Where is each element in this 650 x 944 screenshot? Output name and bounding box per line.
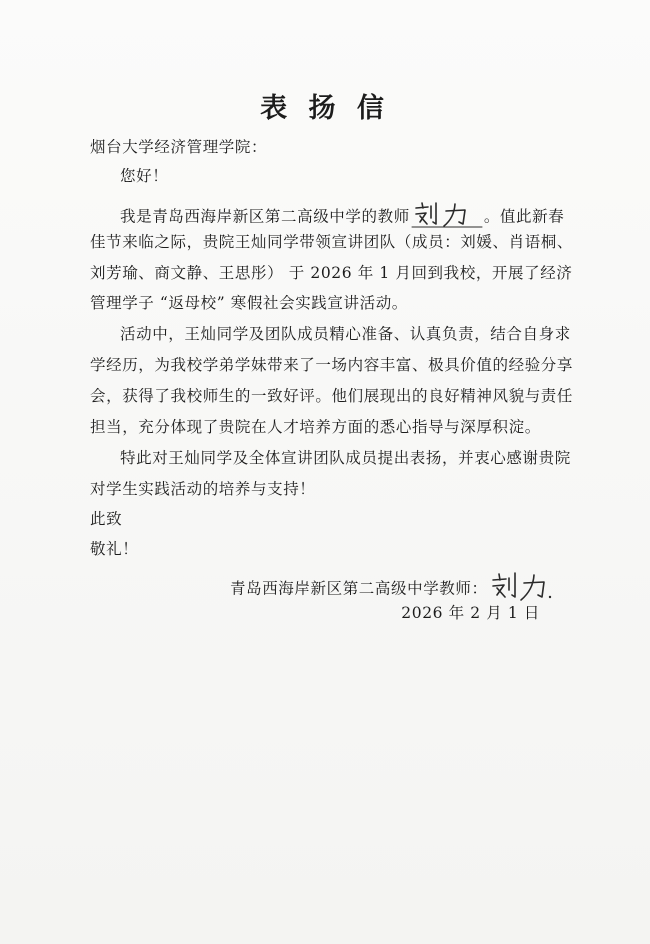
signature-label: 青岛西海岸新区第二高级中学教师：	[230, 579, 488, 598]
para1-line1-suffix: 。值此新春	[483, 207, 565, 226]
greeting: 您好！	[120, 167, 169, 185]
handwritten-signature-inline	[410, 200, 484, 235]
para2-line2: 学经历，为我校学弟学妹带来了一场内容丰富、极具价值的经验分享	[90, 356, 574, 374]
para1-line1-prefix: 我是青岛西海岸新区第二高级中学的教师	[120, 207, 410, 226]
letter-title: 表 扬 信	[260, 93, 390, 124]
para2-line1: 活动中，王灿同学及团队成员精心准备、认真负责，结合自身求	[120, 325, 571, 343]
para1-line1	[120, 200, 600, 235]
para2-line3: 会，获得了我校师生的一致好评。他们展现出的良好精神风貌与责任	[90, 387, 574, 405]
para1-line2: 佳节来临之际，贵院王灿同学带领宣讲团队（成员：刘媛、肖语桐、	[90, 233, 574, 251]
para1-line3: 刘芳瑜、商文静、王思彤） 于 2026 年 1 月回到我校，开展了经济	[90, 264, 573, 282]
salutation: 烟台大学经济管理学院：	[90, 138, 268, 156]
letter-date: 2026 年 2 月 1 日	[401, 604, 540, 622]
para2-line4: 担当，充分体现了贵院在人才培养方面的悉心指导与深厚积淀。	[90, 418, 541, 436]
para1-line4: 管理学子 “返母校” 寒假社会实践宣讲活动。	[90, 294, 408, 312]
closing-line1: 此致	[90, 510, 123, 528]
para3-line1: 特此对王灿同学及全体宣讲团队成员提出表扬，并衷心感谢贵院	[120, 449, 571, 467]
closing-line2: 敬礼！	[90, 540, 139, 558]
para3-line2: 对学生实践活动的培养与支持！	[90, 480, 316, 498]
